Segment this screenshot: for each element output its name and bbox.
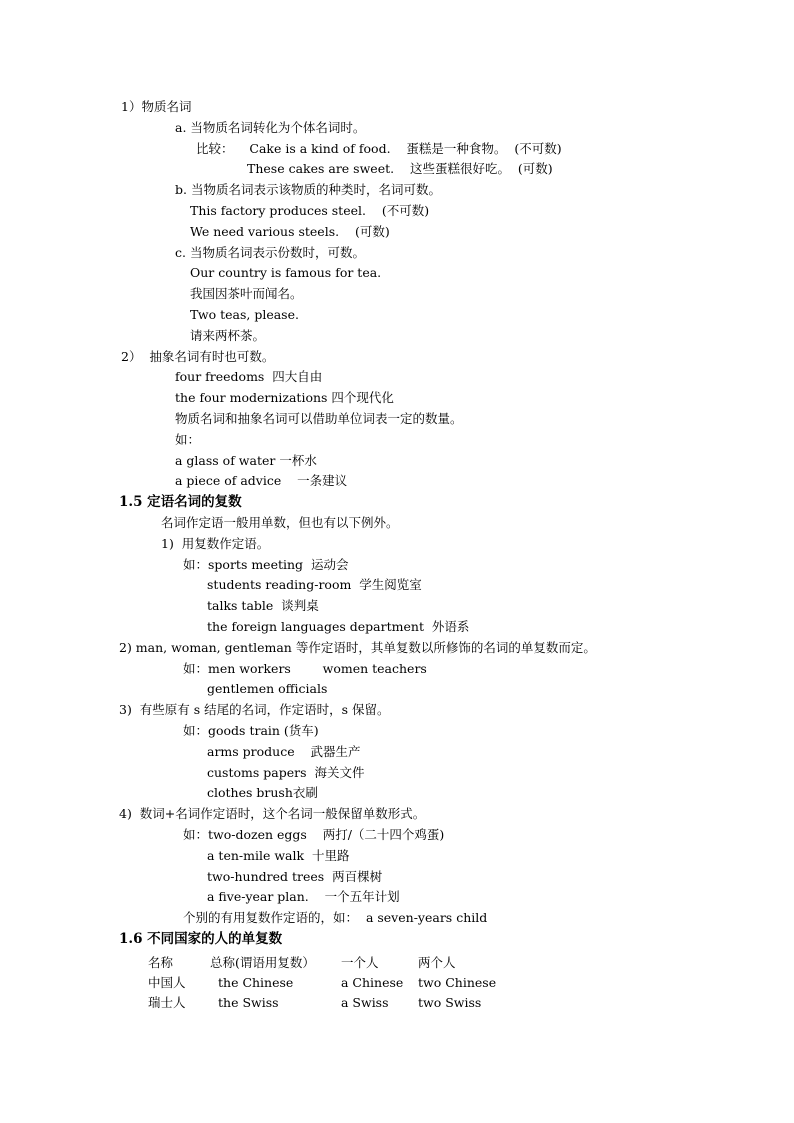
table-cell: 中国人 — [148, 975, 186, 990]
body-text: 名词作定语一般用单数，但也有以下例外。 — [161, 515, 399, 530]
example-line: a glass of water 一杯水 — [175, 453, 317, 468]
example-line: arms produce 武器生产 — [207, 744, 361, 759]
table-cell: two Swiss — [418, 994, 482, 1010]
example-line: clothes brush衣刷 — [207, 785, 318, 800]
section-item-1: 1）物质名词 — [121, 99, 192, 114]
example-line: a five-year plan. 一个五年计划 — [207, 889, 400, 904]
table-cell: a Chinese — [341, 974, 404, 990]
example-line: Our country is famous for tea. — [190, 265, 382, 280]
section-heading-1-5: 1.5 定语名词的复数 — [119, 494, 242, 510]
example-line: 比较： Cake is a kind of food. 蛋糕是一种食物。 (不可数) — [196, 141, 562, 156]
example-line: customs papers 海关文件 — [207, 765, 365, 780]
table-header-cell: 总称(谓语用复数） — [210, 955, 315, 970]
table-header-row — [148, 952, 498, 972]
table-header-cell: 两个人 — [418, 955, 456, 970]
example-line: We need various steels. (可数) — [190, 224, 390, 239]
table-cell: the Swiss — [218, 994, 279, 1010]
table-header-cell: 一个人 — [341, 955, 379, 970]
table-header-cell: 名称 — [148, 955, 174, 970]
sub-item-a: a. 当物质名词转化为个体名词时。 — [175, 120, 366, 135]
example-line: 如：sports meeting 运动会 — [183, 557, 349, 572]
example-line: the foreign languages department 外语系 — [207, 619, 470, 634]
example-line: two-hundred trees 两百棵树 — [207, 869, 383, 884]
table-row — [148, 972, 498, 992]
body-text: 如： — [175, 432, 201, 447]
example-line: a ten-mile walk 十里路 — [207, 848, 350, 863]
section-heading-1-6: 1.6 不同国家的人的单复数 — [119, 931, 283, 947]
example-line: 如：goods train (货车) — [183, 723, 319, 738]
list-item: 2) man, woman, gentleman 等作定语时，其单复数以所修饰的名词的单复数而定。 — [119, 640, 596, 655]
section-item-2: 2） 抽象名词有时也可数。 — [121, 349, 275, 364]
example-line: gentlemen officials — [207, 681, 328, 696]
table-cell: 瑞士人 — [148, 995, 186, 1010]
example-line: 如：two-dozen eggs 两打/（二十四个鸡蛋) — [183, 827, 445, 842]
table-cell: a Swiss — [341, 994, 389, 1010]
list-item: 1) 用复数作定语。 — [161, 536, 270, 551]
list-item: 3) 有些原有 s 结尾的名词，作定语时，s 保留。 — [119, 702, 390, 717]
sub-item-b: b. 当物质名词表示该物质的种类时，名词可数。 — [175, 182, 441, 197]
example-line: talks table 谈判桌 — [207, 598, 319, 613]
table-cell: the Chinese — [218, 974, 294, 990]
nationality-table — [148, 952, 498, 1012]
sub-item-c: c. 当物质名词表示份数时，可数。 — [175, 245, 365, 260]
example-line: These cakes are sweet. 这些蛋糕很好吃。 (可数) — [247, 161, 553, 176]
example-line: students reading-room 学生阅览室 — [207, 577, 422, 592]
example-line: the four modernizations 四个现代化 — [175, 390, 394, 405]
example-line: Two teas, please. — [190, 307, 299, 322]
example-line: four freedoms 四大自由 — [175, 369, 323, 384]
list-item: 4) 数词+名词作定语时，这个名词一般保留单数形式。 — [119, 806, 426, 821]
body-text: 个别的有用复数作定语的，如： a seven-years child — [183, 910, 488, 925]
body-text: 物质名词和抽象名词可以借助单位词表一定的数量。 — [175, 411, 463, 426]
example-line: This factory produces steel. (不可数) — [190, 203, 430, 218]
example-line: 我国因茶叶而闻名。 — [190, 286, 303, 301]
example-line: a piece of advice 一条建议 — [175, 473, 348, 488]
example-line: 请来两杯茶。 — [190, 328, 266, 343]
example-line: 如：men workers women teachers — [183, 661, 427, 676]
table-row — [148, 992, 498, 1012]
table-cell: two Chinese — [418, 974, 497, 990]
